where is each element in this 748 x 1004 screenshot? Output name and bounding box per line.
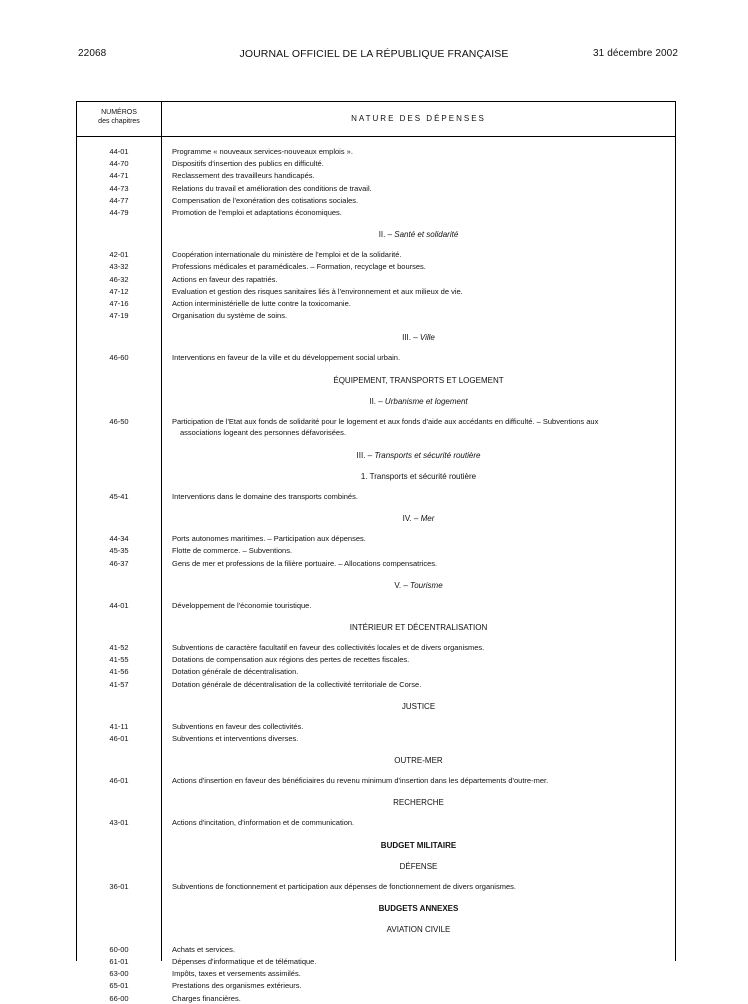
section-heading-prefix: III. – [356, 451, 375, 460]
section-heading [162, 375, 675, 386]
expense-description-text: Dépenses d'informatique et de télématique. [172, 957, 317, 966]
section-heading-prefix: V. – [394, 580, 411, 590]
expense-description [172, 158, 669, 169]
publication-date: 31 décembre 2002 [593, 48, 678, 59]
expense-description [172, 733, 669, 744]
expense-description-text: Flotte de commerce. – Subventions. [172, 546, 293, 556]
chapter-number: 41-55 [109, 655, 129, 665]
expense-description [172, 558, 669, 569]
chapter-number: 42-01 [109, 250, 129, 260]
expense-description [172, 666, 669, 677]
expense-description-text: Actions d'incitation, d'information et de communication. [172, 818, 355, 828]
expense-description-continuation: associations logeant des personnes défavorisées. [180, 427, 346, 437]
chapter-number: 65-01 [109, 981, 129, 991]
section-heading-text: 1. Transports et sécurité routière [360, 472, 477, 481]
expense-description [172, 352, 669, 363]
expense-description [172, 642, 669, 653]
expense-description [172, 545, 669, 556]
expenditure-table [76, 101, 676, 1003]
chapter-number: 41-11 [109, 721, 129, 731]
expense-description [172, 249, 669, 260]
section-heading-text: AVIATION CIVILE [386, 924, 451, 934]
chapter-number: 44-79 [109, 208, 129, 217]
section-heading-prefix: III. – [402, 333, 420, 343]
chapter-number: 46-01 [109, 734, 129, 743]
expense-description-text: Actions en faveur des rapatriés. [172, 274, 278, 284]
expense-description [172, 881, 669, 892]
expense-description [172, 654, 669, 665]
expense-description [172, 600, 669, 611]
section-heading [162, 701, 675, 712]
chapter-numbers-header-line2: des chapitres [98, 118, 140, 125]
expense-description-text: Coopération internationale du ministère de l'emploi et de la solidarité. [172, 250, 402, 260]
expense-description-text: Ports autonomes maritimes. – Participation aux dépenses. [172, 534, 366, 544]
section-heading-text: DÉFENSE [399, 861, 438, 871]
chapter-number: 61-01 [109, 957, 129, 966]
section-heading-text: JUSTICE [401, 701, 436, 711]
expense-description-text: Compensation de l'exonération des cotisations sociales. [172, 195, 359, 205]
chapter-number: 45-41 [109, 492, 129, 501]
section-heading [162, 229, 675, 240]
chapter-number: 41-57 [109, 679, 129, 689]
chapter-numbers-header [77, 108, 161, 126]
section-heading [162, 861, 675, 872]
chapter-number: 47-19 [109, 311, 129, 321]
expense-description [172, 533, 669, 544]
section-heading-text: OUTRE-MER [394, 756, 443, 766]
expense-description-text: Subventions en faveur des collectivités. [172, 721, 304, 731]
journal-title: JOURNAL OFFICIEL DE LA RÉPUBLIQUE FRANÇAISE [239, 48, 509, 60]
chapter-number: 43-01 [109, 818, 129, 828]
chapter-number: 41-52 [109, 643, 129, 652]
page-number: 22068 [78, 48, 107, 59]
chapter-number: 44-71 [109, 171, 129, 181]
section-heading-text: Urbanisme et logement [384, 396, 468, 406]
section-heading [162, 450, 675, 461]
expense-description-text: Subventions de fonctionnement et participation aux dépenses de fonctionnement de divers organismes. [172, 881, 516, 891]
expense-description-text: Charges financières. [172, 993, 241, 1003]
chapter-number: 47-12 [109, 286, 129, 296]
expense-description [172, 261, 669, 272]
chapter-number: 36-01 [109, 881, 129, 891]
chapter-number: 44-77 [109, 195, 129, 205]
section-heading [162, 924, 675, 935]
section-heading [162, 755, 675, 766]
section-heading [162, 396, 675, 407]
expense-description-text: Subventions de caractère facultatif en faveur des collectivités locales et de divers organismes. [172, 643, 485, 652]
expense-description [172, 491, 669, 502]
chapter-number: 45-35 [109, 546, 129, 556]
expense-description-text: Participation de l'Etat aux fonds de solidarité pour le logement et aux fonds d'aide aux accédants en difficulté. – Subventions aux [172, 416, 599, 426]
header-rule [77, 136, 675, 137]
section-heading-text: Tourisme [410, 580, 443, 590]
section-heading [162, 580, 675, 591]
expense-description [172, 183, 669, 194]
expense-description-text: Organisation du système de soins. [172, 311, 288, 321]
expense-description-text: Professions médicales et paramédicales. – Formation, recyclage et bourses. [172, 262, 426, 272]
expense-description-text: Subventions et interventions diverses. [172, 734, 299, 743]
section-heading-text: ÉQUIPEMENT, TRANSPORTS ET LOGEMENT [333, 375, 504, 385]
expense-description-text: Dotation générale de décentralisation. [172, 667, 299, 677]
expense-description [172, 968, 669, 979]
chapter-number: 47-16 [109, 299, 129, 308]
expense-description-text: Achats et services. [172, 944, 235, 954]
chapter-number: 46-50 [109, 416, 129, 426]
expense-description-text: Interventions en faveur de la ville et du développement social urbain. [172, 353, 401, 363]
chapter-numbers-header-line1: NUMÉROS [101, 109, 137, 116]
expense-description-text: Développement de l'économie touristique. [172, 600, 312, 610]
expense-description [172, 944, 669, 955]
section-heading [162, 797, 675, 808]
chapter-number: 44-73 [109, 183, 129, 193]
expense-description [172, 195, 669, 206]
section-heading-text: BUDGETS ANNEXES [378, 903, 459, 913]
chapter-number: 43-32 [109, 262, 129, 272]
expense-description-text: Action interministérielle de lutte contre la toxicomanie. [172, 299, 351, 308]
section-heading [162, 903, 675, 914]
section-heading-text: BUDGET MILITAIRE [380, 840, 457, 850]
expense-description [172, 286, 669, 297]
expense-description [172, 416, 669, 438]
expense-description [172, 298, 669, 309]
section-heading-prefix: II. – [369, 396, 385, 406]
chapter-number: 66-00 [109, 993, 129, 1003]
section-heading-text: Ville [419, 333, 435, 343]
section-heading-text: INTÉRIEUR ET DÉCENTRALISATION [349, 623, 488, 632]
expense-description-text: Programme « nouveaux services-nouveaux emplois ». [172, 147, 353, 156]
section-heading-prefix: IV. – [402, 514, 421, 524]
expense-description-text: Dotation générale de décentralisation de la collectivité territoriale de Corse. [172, 679, 422, 689]
section-heading-text: Transports et sécurité routière [374, 451, 481, 460]
nature-header: NATURE DES DÉPENSES [351, 114, 486, 123]
section-heading [162, 471, 675, 482]
section-heading [162, 332, 675, 343]
expense-description [172, 993, 669, 1004]
section-heading-text: Santé et solidarité [394, 230, 459, 240]
expense-description-text: Impôts, taxes et versements assimilés. [172, 969, 301, 979]
expense-description-text: Actions d'insertion en faveur des bénéficiaires du revenu minimum d'insertion dans les départements d'outre-mer. [172, 776, 549, 786]
expense-description-text: Dotations de compensation aux régions des pertes de recettes fiscales. [172, 655, 410, 665]
expense-description-text: Evaluation et gestion des risques sanitaires liés à l'environnement et aux milieux de vie. [172, 286, 463, 296]
chapter-number: 44-01 [109, 147, 129, 156]
expense-description-text: Gens de mer et professions de la filière portuaire. – Allocations compensatrices. [172, 558, 438, 568]
section-heading [162, 840, 675, 851]
chapter-number: 46-60 [109, 353, 129, 363]
expense-description [172, 207, 669, 218]
expense-description-text: Reclassement des travailleurs handicapés. [172, 171, 315, 181]
expense-description-text: Dispositifs d'insertion des publics en difficulté. [172, 159, 324, 169]
expense-description [172, 170, 669, 181]
expense-description [172, 679, 669, 690]
expense-description [172, 817, 669, 828]
expense-description-text: Interventions dans le domaine des transports combinés. [172, 492, 358, 501]
chapter-number: 44-70 [109, 159, 129, 169]
expense-description-text: Prestations des organismes extérieurs. [172, 981, 302, 991]
section-heading-text: RECHERCHE [393, 798, 444, 808]
chapter-number: 44-34 [109, 534, 129, 544]
chapter-number: 63-00 [109, 969, 129, 979]
expense-description [172, 775, 669, 786]
chapter-number: 46-32 [109, 274, 129, 284]
chapter-number: 46-37 [109, 558, 129, 568]
expense-description [172, 146, 669, 157]
section-heading-prefix: II. – [378, 230, 395, 240]
expense-description [172, 310, 669, 321]
expense-description-text: Promotion de l'emploi et adaptations économiques. [172, 208, 342, 217]
chapter-number: 41-56 [109, 667, 129, 677]
expense-description [172, 274, 669, 285]
expense-description [172, 956, 669, 967]
expense-description [172, 721, 669, 732]
expense-description-text: Relations du travail et amélioration des conditions de travail. [172, 183, 372, 193]
section-heading [162, 622, 675, 633]
chapter-number: 46-01 [109, 776, 129, 786]
section-heading-text: Mer [420, 514, 435, 524]
chapter-number: 60-00 [109, 944, 129, 954]
chapter-number: 44-01 [109, 600, 129, 610]
section-heading [162, 513, 675, 524]
